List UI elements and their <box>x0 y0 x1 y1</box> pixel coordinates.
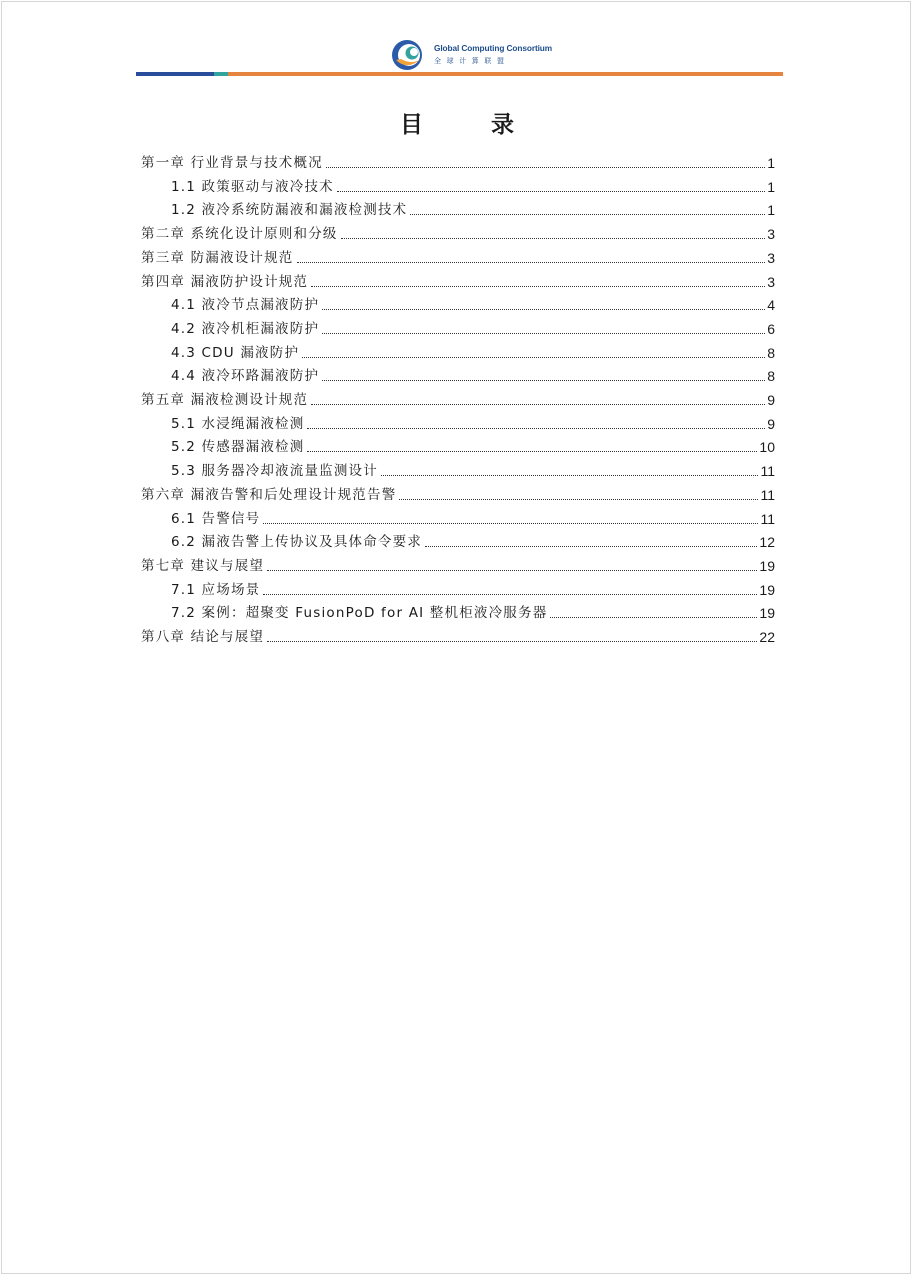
toc-dot-leader <box>322 333 765 334</box>
toc-entry-page-number: 10 <box>759 439 775 456</box>
toc-entry[interactable] <box>171 172 775 196</box>
toc-dot-leader <box>399 499 758 500</box>
logo-text-chinese: 全球计算联盟 <box>434 57 510 65</box>
toc-entry-label: 6.2 漏液告警上传协议及具体命令要求 <box>171 534 423 551</box>
toc-entry[interactable] <box>141 219 775 243</box>
toc-entry-label: 7.1 应场场景 <box>171 581 261 598</box>
toc-dot-leader <box>311 286 765 287</box>
toc-entry-page-number: 19 <box>759 581 775 598</box>
toc-entry-page-number: 3 <box>767 226 775 243</box>
toc-entry-page-number: 9 <box>767 392 775 408</box>
consortium-logo <box>390 38 553 72</box>
toc-entry-label: 第二章 系统化设计原则和分级 <box>141 226 338 243</box>
toc-dot-leader <box>550 617 757 618</box>
toc-dot-leader <box>326 167 765 168</box>
toc-entry[interactable] <box>171 575 775 599</box>
toc-entry-label: 4.1 液冷节点漏液防护 <box>171 297 320 314</box>
header-rule <box>136 72 783 76</box>
toc-entry-label: 第一章 行业背景与技术概况 <box>141 155 323 171</box>
toc-dot-leader <box>311 404 765 405</box>
toc-entry-page-number: 1 <box>767 155 775 171</box>
toc-entry-page-number: 8 <box>767 368 775 385</box>
toc-dot-leader <box>263 594 757 595</box>
toc-dot-leader <box>410 214 765 215</box>
toc-dot-leader <box>307 451 757 452</box>
toc-entry-label: 第六章 漏液告警和后处理设计规范告警 <box>141 486 397 503</box>
toc-entry-label: 5.1 水浸绳漏液检测 <box>171 415 305 432</box>
toc-entry[interactable] <box>141 551 775 575</box>
toc-entry-page-number: 12 <box>759 534 775 551</box>
toc-dot-leader <box>263 523 758 524</box>
toc-entry[interactable] <box>141 480 775 504</box>
toc-entry-page-number: 3 <box>767 273 775 290</box>
toc-entry[interactable] <box>171 290 775 314</box>
toc-dot-leader <box>425 546 757 547</box>
toc-entry-label: 5.3 服务器冷却液流量监测设计 <box>171 463 378 480</box>
toc-entry-label: 6.1 告警信号 <box>171 510 261 527</box>
toc-entry[interactable] <box>171 338 775 362</box>
toc-entry[interactable] <box>141 243 775 267</box>
toc-entry-page-number: 6 <box>767 320 775 337</box>
toc-entry[interactable] <box>141 622 775 646</box>
toc-entry[interactable] <box>171 314 775 338</box>
toc-entry-page-number: 1 <box>767 202 775 219</box>
toc-entry-page-number: 19 <box>759 557 775 574</box>
consortium-logo-icon <box>390 38 426 72</box>
toc-entry-page-number: 9 <box>767 415 775 432</box>
toc-dot-leader <box>307 428 765 429</box>
toc-entry-label: 第三章 防漏液设计规范 <box>141 249 294 266</box>
toc-entry-page-number: 11 <box>760 463 775 480</box>
toc-entry-page-number: 8 <box>767 344 775 361</box>
toc-entry-label: 4.4 液冷环路漏液防护 <box>171 368 320 385</box>
toc-entry[interactable] <box>141 267 775 291</box>
toc-dot-leader <box>267 570 757 571</box>
toc-entry-label: 第七章 建议与展望 <box>141 557 265 574</box>
toc-entry-label: 4.2 液冷机柜漏液防护 <box>171 320 320 337</box>
toc-entry[interactable] <box>171 432 775 456</box>
toc-entry[interactable] <box>171 527 775 551</box>
toc-entry-page-number: 11 <box>760 486 775 503</box>
header-rule-teal <box>214 72 228 76</box>
toc-dot-leader <box>337 191 765 192</box>
toc-entry-page-number: 1 <box>767 178 775 195</box>
toc-entry-label: 第八章 结论与展望 <box>141 629 265 645</box>
toc-entry-label: 1.1 政策驱动与液冷技术 <box>171 178 334 195</box>
toc-dot-leader <box>322 309 765 310</box>
toc-entry-page-number: 11 <box>760 510 775 527</box>
toc-entry[interactable] <box>141 148 775 172</box>
toc-entry-page-number: 19 <box>759 605 775 622</box>
toc-entry-label: 1.2 液冷系统防漏液和漏液检测技术 <box>171 202 408 219</box>
toc-dot-leader <box>322 380 765 381</box>
toc-entry-label: 第五章 漏液检测设计规范 <box>141 392 309 408</box>
toc-entry-label: 5.2 传感器漏液检测 <box>171 439 305 456</box>
toc-entry-page-number: 4 <box>767 297 775 314</box>
toc-entry-label: 7.2 案例：超聚变 FusionPoD for AI 整机柜液冷服务器 <box>171 605 548 622</box>
toc-entry-label: 第四章 漏液防护设计规范 <box>141 273 309 290</box>
toc-entry[interactable] <box>171 456 775 480</box>
toc-entry-page-number: 22 <box>759 629 775 645</box>
toc-dot-leader <box>297 262 766 263</box>
logo-text-english: Global Computing Consortium <box>434 43 553 53</box>
toc-dot-leader <box>302 357 765 358</box>
toc-entry[interactable] <box>171 409 775 433</box>
toc-dot-leader <box>267 641 757 642</box>
toc-entry[interactable] <box>171 195 775 219</box>
header-rule-blue <box>136 72 214 76</box>
toc-dot-leader <box>341 238 766 239</box>
toc-entry-page-number: 3 <box>767 249 775 266</box>
page-title: 目 录 <box>399 111 544 138</box>
header-rule-orange <box>228 72 783 76</box>
toc-entry[interactable] <box>141 385 775 409</box>
toc-entry[interactable] <box>171 504 775 528</box>
toc-entry[interactable] <box>171 361 775 385</box>
toc-entry[interactable] <box>171 598 775 622</box>
toc-dot-leader <box>381 475 758 476</box>
toc-entry-label: 4.3 CDU 漏液防护 <box>171 344 300 361</box>
